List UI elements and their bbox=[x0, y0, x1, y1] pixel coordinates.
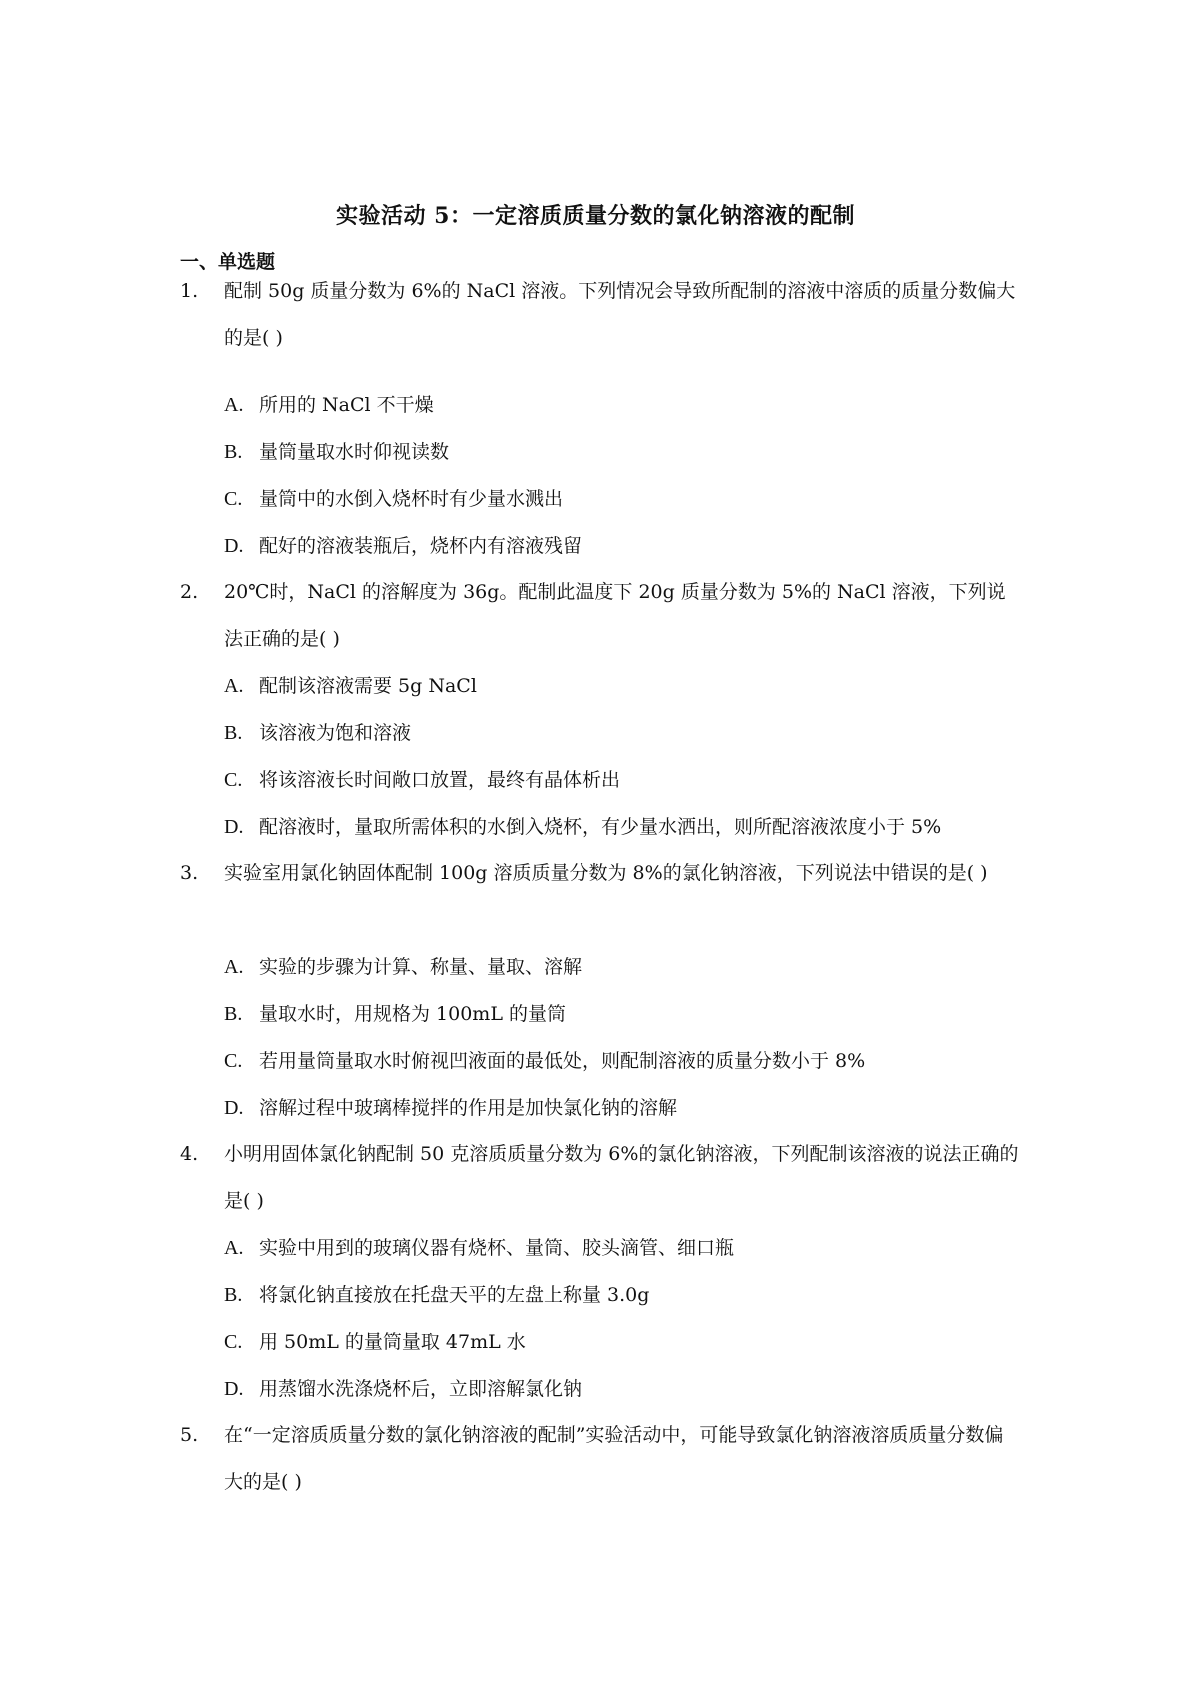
option-4c bbox=[224, 1327, 526, 1357]
option-letter: D. bbox=[224, 816, 244, 838]
option-letter: A. bbox=[224, 1237, 244, 1259]
option-text: 所用的 NaCl 不干燥 bbox=[259, 394, 434, 416]
option-text: 实验中用到的玻璃仪器有烧杯、量筒、胶头滴管、细口瓶 bbox=[259, 1237, 735, 1259]
option-1a bbox=[224, 390, 434, 420]
option-text: 量取水时，用规格为 100mL 的量筒 bbox=[259, 1003, 566, 1025]
option-text: 若用量筒量取水时俯视凹液面的最低处，则配制溶液的质量分数小于 8% bbox=[259, 1050, 866, 1072]
option-letter: D. bbox=[224, 1378, 244, 1400]
option-letter: C. bbox=[224, 769, 243, 791]
option-letter: A. bbox=[224, 956, 244, 978]
option-letter: C. bbox=[224, 488, 243, 510]
option-letter: B. bbox=[224, 1003, 243, 1025]
option-letter: B. bbox=[224, 722, 243, 744]
option-text: 将氯化钠直接放在托盘天平的左盘上称量 3.0g bbox=[259, 1284, 650, 1306]
option-3d bbox=[224, 1093, 677, 1123]
question-number: 3. bbox=[180, 862, 199, 884]
option-1b bbox=[224, 437, 449, 467]
question-stem: 20℃时，NaCl 的溶解度为 36g。配制此温度下 20g 质量分数为 5%的 NaCl 溶液，下列说法正确的是( ) bbox=[224, 581, 1006, 650]
option-2b bbox=[224, 718, 411, 748]
option-text: 溶解过程中玻璃棒搅拌的作用是加快氯化钠的溶解 bbox=[259, 1097, 678, 1119]
option-text: 配好的溶液装瓶后，烧杯内有溶液残留 bbox=[259, 535, 583, 557]
option-4b bbox=[224, 1280, 649, 1310]
option-letter: A. bbox=[224, 394, 244, 416]
question-stem: 小明用固体氯化钠配制 50 克溶质质量分数为 6%的氯化钠溶液，下列配制该溶液的说法正确的是( ) bbox=[224, 1143, 1019, 1212]
question-number: 2. bbox=[180, 581, 199, 603]
option-3c bbox=[224, 1046, 865, 1076]
option-letter: A. bbox=[224, 675, 244, 697]
option-2d bbox=[224, 812, 941, 842]
document-title: 实验活动 5：一定溶质质量分数的氯化钠溶液的配制 bbox=[336, 203, 855, 229]
option-1c bbox=[224, 484, 563, 514]
option-letter: B. bbox=[224, 441, 243, 463]
option-2a bbox=[224, 671, 477, 701]
option-text: 量筒中的水倒入烧杯时有少量水溅出 bbox=[259, 488, 564, 510]
option-text: 实验的步骤为计算、称量、量取、溶解 bbox=[259, 956, 583, 978]
option-letter: C. bbox=[224, 1331, 243, 1353]
option-letter: D. bbox=[224, 535, 244, 557]
question-number: 5. bbox=[180, 1424, 199, 1446]
option-text: 用蒸馏水洗涤烧杯后，立即溶解氯化钠 bbox=[259, 1378, 583, 1400]
option-4a bbox=[224, 1233, 734, 1263]
question-number: 1. bbox=[180, 280, 199, 302]
option-4d bbox=[224, 1374, 582, 1404]
option-2c bbox=[224, 765, 620, 795]
option-text: 将该溶液长时间敞口放置，最终有晶体析出 bbox=[259, 769, 621, 791]
question-stem: 在“一定溶质质量分数的氯化钠溶液的配制”实验活动中，可能导致氯化钠溶液溶质质量分数偏大的是( ) bbox=[224, 1424, 1004, 1493]
option-text: 量筒量取水时仰视读数 bbox=[259, 441, 450, 463]
option-text: 配制该溶液需要 5g NaCl bbox=[259, 675, 477, 697]
question-stem: 配制 50g 质量分数为 6%的 NaCl 溶液。下列情况会导致所配制的溶液中溶质的质量分数偏大的是( ) bbox=[224, 280, 1016, 349]
option-letter: D. bbox=[224, 1097, 244, 1119]
question-number: 4. bbox=[180, 1143, 199, 1165]
option-text: 该溶液为饱和溶液 bbox=[259, 722, 412, 744]
option-letter: B. bbox=[224, 1284, 243, 1306]
option-1d bbox=[224, 531, 582, 561]
section-heading: 一、单选题 bbox=[180, 251, 276, 273]
option-letter: C. bbox=[224, 1050, 243, 1072]
option-3b bbox=[224, 999, 566, 1029]
option-text: 用 50mL 的量筒量取 47mL 水 bbox=[259, 1331, 526, 1353]
option-text: 配溶液时，量取所需体积的水倒入烧杯，有少量水洒出，则所配溶液浓度小于 5% bbox=[259, 816, 942, 838]
option-3a bbox=[224, 952, 582, 982]
question-stem: 实验室用氯化钠固体配制 100g 溶质质量分数为 8%的氯化钠溶液，下列说法中错误的是( ) bbox=[224, 862, 988, 884]
